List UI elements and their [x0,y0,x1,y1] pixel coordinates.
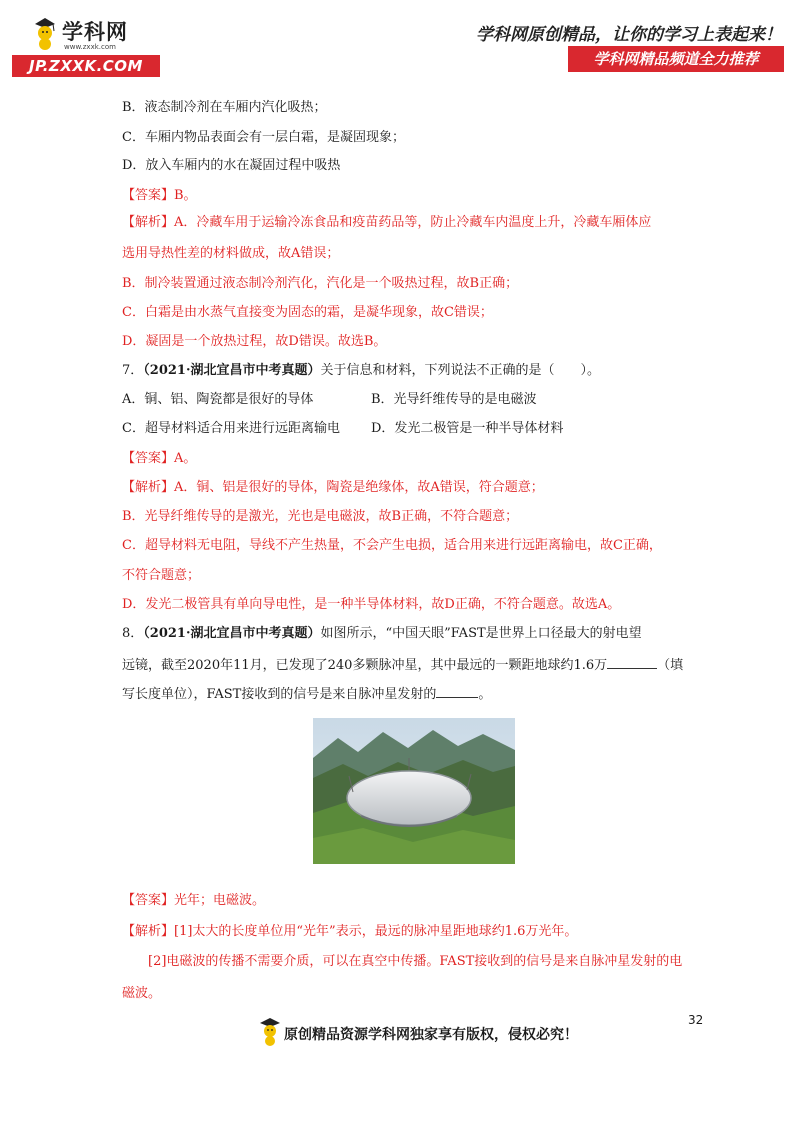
option-a: A．铜、铝、陶瓷都是很好的导体 [122,392,314,407]
analysis-line: C．白霜是由水蒸气直接变为固态的霜，是凝华现象，故C错误； [122,305,493,320]
analysis-line: 【解析】A．铜、铝是很好的导体，陶瓷是绝缘体，故A错误，符合题意； [122,480,544,495]
logo-text: 学科网 [62,20,128,44]
analysis-line: [2]电磁波的传播不需要介质，可以在真空中传播。FAST接收到的信号是来自脉冲星发射的电 [148,954,683,969]
option-b-line: B．液态制冷剂在车厢内汽化吸热； [122,100,327,115]
question-8-line-3: 写长度单位），FAST接收到的信号是来自脉冲星发射的 。 [122,687,492,702]
answer-blank [436,687,478,698]
fast-telescope-photo [313,718,515,864]
mascot-icon [258,1016,282,1046]
analysis-line: B．制冷装置通过液态制冷剂汽化，汽化是一个吸热过程，故B正确； [122,276,519,291]
analysis-line: 选用导热性差的材料做成，故A错误； [122,246,340,261]
site-logo [12,14,162,74]
answer-blank [607,658,657,669]
question-text: 如图所示，“中国天眼”FAST是世界上口径最大的射电望 [320,626,642,641]
option-b: B．光导纤维传导的是电磁波 [371,392,537,407]
question-number: 8． [122,626,144,641]
answer-line: 【答案】光年；电磁波。 [122,893,266,908]
logo-subtext: www.zxxk.com [64,43,116,51]
header-banner: 学科网精品频道全力推荐 [568,46,784,72]
page-number: 32 [688,1013,704,1027]
analysis-line: D．发光二极管具有单向导电性，是一种半导体材料，故D正确，不符合题意。故选A。 [122,597,621,612]
logo-url-badge[interactable]: JP.ZXXK.COM [12,55,160,77]
question-text: 关于信息和材料，下列说法不正确的是（ ）。 [320,363,601,378]
option-c: C．超导材料适合用来进行远距离输电 [122,421,340,436]
header-slogan: 学科网原创精品，让你的学习上表起来！ [476,25,782,45]
question-source: （2021·湖北宜昌市中考真题） [143,363,321,378]
copyright-notice: 原创精品资源学科网独家享有版权，侵权必究！ [284,1027,578,1043]
question-8 [122,625,642,643]
analysis-line: 【解析】A．冷藏车用于运输冷冻食品和疫苗药品等，防止冷藏车内温度上升，冷藏车厢体应 [122,215,652,230]
option-c-line: C．车厢内物品表面会有一层白霜，是凝固现象； [122,130,405,145]
analysis-line: B．光导纤维传导的是激光，光也是电磁波，故B正确，不符合题意； [122,509,519,524]
analysis-line: D．凝固是一个放热过程，故D错误。故选B。 [122,334,387,349]
option-d-line: D．放入车厢内的水在凝固过程中吸热 [122,158,341,173]
question-7 [122,362,600,380]
analysis-line: C．超导材料无电阻，导线不产生热量，不会产生电损，适合用来进行远距离输电，故C正确， [122,538,662,553]
analysis-line: 不符合题意； [122,568,201,583]
option-d: D．发光二极管是一种半导体材料 [371,421,564,436]
answer-line: 【答案】A。 [122,451,197,466]
analysis-line: 磁波。 [122,986,162,1001]
question-number: 7． [122,363,144,378]
question-source: （2021·湖北宜昌市中考真题） [143,626,321,641]
question-8-line-2: 远镜，截至2020年11月，已发现了240多颗脉冲星，其中最远的一颗距地球约1.6万 （填 [122,658,684,673]
mascot-icon [32,16,58,50]
analysis-line: 【解析】[1]太大的长度单位用“光年”表示，最远的脉冲星距地球约1.6万光年。 [122,924,578,939]
answer-line: 【答案】B。 [122,188,197,203]
